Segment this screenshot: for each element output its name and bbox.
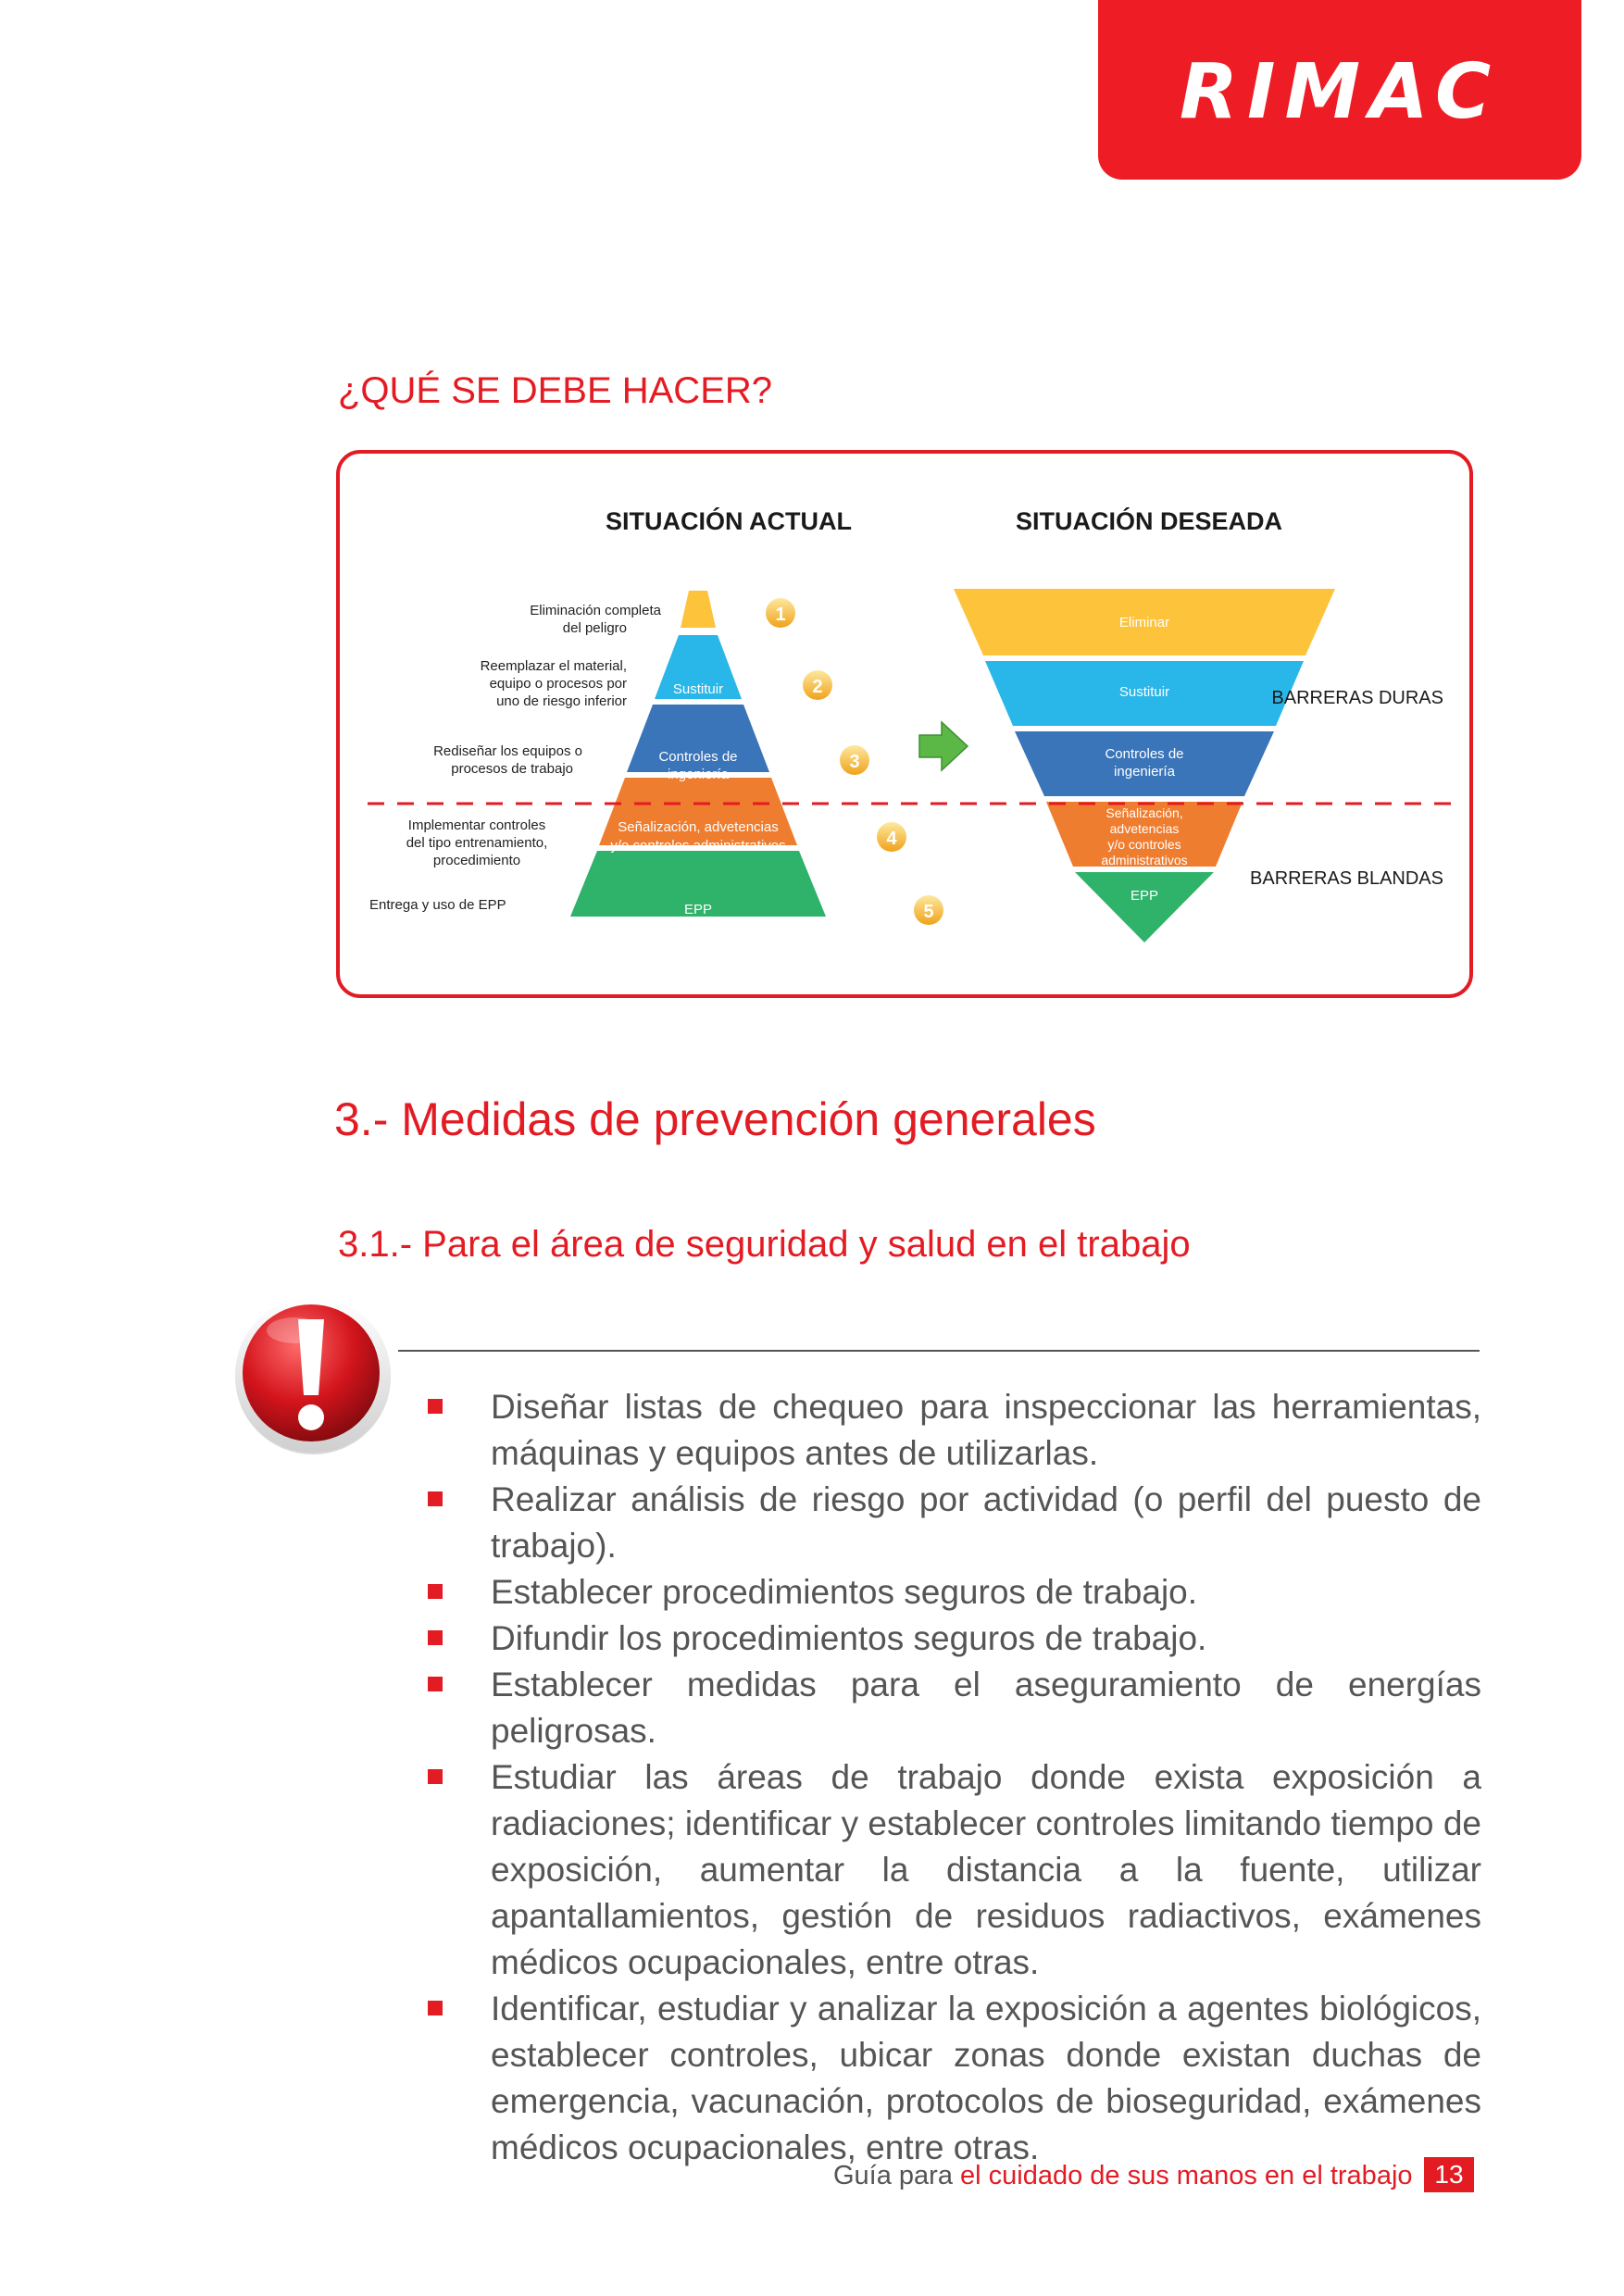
svg-text:4: 4 <box>886 829 897 849</box>
pyramid-label-epp: EPP <box>683 902 713 917</box>
desc-4-line-2: del tipo entrenamiento, <box>406 835 548 851</box>
footer-highlight: el cuidado de sus manos en el trabajo <box>960 2161 1413 2190</box>
bullet-square-icon <box>428 1630 443 1645</box>
pyramid-label-senal-2: y/o controles administrativos <box>610 838 786 854</box>
list-item-text: Establecer procedimientos seguros de trabajo. <box>491 1573 1198 1611</box>
list-item-text: Difundir los procedimientos seguros de trabajo. <box>491 1619 1207 1657</box>
bullet-square-icon <box>428 1769 443 1784</box>
bullet-square-icon <box>428 1399 443 1414</box>
bullet-square-icon <box>428 1677 443 1691</box>
list-item <box>426 1477 1481 1569</box>
desc-5-line-1: Entrega y uso de EPP <box>369 897 506 913</box>
step-number-4 <box>877 822 906 852</box>
list-item <box>426 1569 1481 1616</box>
pyramid-label-senal-1: Señalización, advetencias <box>618 819 779 835</box>
section-question-heading: ¿QUÉ SE DEBE HACER? <box>338 370 773 411</box>
desc-2-line-3: uno de riesgo inferior <box>496 693 627 709</box>
logo: RIMAC <box>1179 48 1501 136</box>
inverted-label-senal-4: administrativos <box>1101 853 1188 867</box>
logo-tab <box>1098 0 1581 180</box>
desc-4-line-3: procedimiento <box>432 853 521 868</box>
bullet-square-icon <box>428 1584 443 1599</box>
right-title: SITUACIÓN DESEADA <box>1015 507 1283 535</box>
pyramid-level-senalizacion <box>599 778 797 845</box>
desc-2-line-1: Reemplazar el material, <box>480 658 627 674</box>
section-3-1-title: 3.1.- Para el área de seguridad y salud en el trabajo <box>338 1224 1191 1265</box>
pyramid-label-sustituir: Sustituir <box>672 681 724 697</box>
barreras-blandas-label: BARRERAS BLANDAS <box>1250 868 1443 889</box>
pyramid-label-controles-1: Controles de <box>658 749 738 765</box>
desc-1-line-2: del peligro <box>562 620 627 636</box>
pyramid-label-eliminar: Eliminar <box>720 621 771 637</box>
step-number-2 <box>803 670 832 700</box>
step-number-1 <box>766 598 795 628</box>
list-item <box>426 1384 1481 1477</box>
footer-guide-title <box>833 2161 1413 2191</box>
desc-3-line-2: procesos de trabajo <box>451 761 573 777</box>
inverted-label-epp: EPP <box>1130 888 1159 904</box>
desc-3-line-1: Rediseñar los equipos o <box>433 743 582 759</box>
prevention-measures-list <box>426 1384 1481 2171</box>
bullet-square-icon <box>428 2001 443 2015</box>
section-3-title: 3.- Medidas de prevención generales <box>334 1093 1096 1145</box>
svg-text:2: 2 <box>812 677 823 697</box>
list-item-text: Diseñar listas de chequeo para inspeccionar las herramientas, máquinas y equipos antes de utilizarlas. <box>491 1388 1481 1472</box>
page-number: 13 <box>1424 2157 1474 2192</box>
bullet-square-icon <box>428 1491 443 1506</box>
inverted-label-sustituir: Sustituir <box>1118 684 1170 700</box>
desc-4-line-1: Implementar controles <box>407 817 546 833</box>
list-item <box>426 1616 1481 1662</box>
list-item <box>426 1986 1481 2171</box>
list-item-text: Estudiar las áreas de trabajo donde exista exposición a radiaciones; identificar y establecer controles limitando tiempo de exposición, aumentar la distancia a la fuente, utilizar apantallamientos, gestión de residuos radiactivos, exámenes médicos ocupacionales, entre otras. <box>491 1758 1481 1981</box>
svg-text:3: 3 <box>849 752 860 772</box>
pyramid-label-controles-2: ingeniería <box>668 767 729 782</box>
list-item <box>426 1754 1481 1986</box>
list-item-text: Realizar análisis de riesgo por actividad (o perfil del puesto de trabajo). <box>491 1480 1481 1565</box>
hierarchy-of-controls-diagram <box>336 450 1473 998</box>
inverted-label-eliminar: Eliminar <box>1118 615 1170 630</box>
svg-text:1: 1 <box>775 605 786 625</box>
list-item-text: Establecer medidas para el aseguramiento de energías peligrosas. <box>491 1666 1481 1750</box>
inverted-label-controles-2: ingeniería <box>1114 764 1175 780</box>
diagram-canvas <box>340 454 1469 994</box>
list-item <box>426 1662 1481 1754</box>
svg-text:5: 5 <box>923 902 934 922</box>
inverted-level-epp <box>1075 872 1214 942</box>
list-item-text: Identificar, estudiar y analizar la exposición a agentes biológicos, establecer controles, ubicar zonas donde existan duchas de emergencia, vacunación, protocolos de bioseguridad, exámenes médicos ocupacionales, entre otras. <box>491 1990 1481 2166</box>
barreras-duras-label: BARRERAS DURAS <box>1271 688 1443 708</box>
left-title: SITUACIÓN ACTUAL <box>606 507 852 535</box>
section-divider <box>398 1350 1480 1352</box>
desc-1-line-1: Eliminación completa <box>530 603 661 618</box>
footer-prefix: Guía para <box>833 2161 961 2190</box>
step-number-5 <box>914 895 943 925</box>
inverted-label-senal-3: y/o controles <box>1107 837 1181 852</box>
pyramid-level-eliminar <box>681 591 716 628</box>
step-number-3 <box>840 745 869 775</box>
desc-2-line-2: equipo o procesos por <box>489 676 627 692</box>
warning-exclamation-icon <box>230 1292 396 1458</box>
inverted-label-senal-2: advetencias <box>1109 821 1180 836</box>
arrow-icon <box>919 722 968 770</box>
inverted-label-controles-1: Controles de <box>1105 746 1184 762</box>
inverted-label-senal-1: Señalización, <box>1106 805 1183 820</box>
